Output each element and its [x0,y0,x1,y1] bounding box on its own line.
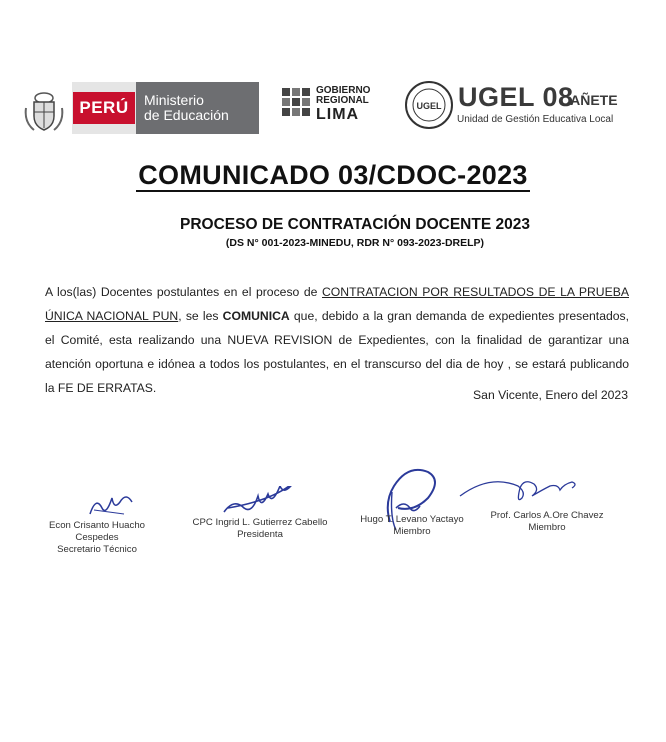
place-date: San Vicente, Enero del 2023 [473,388,628,402]
signature-block-1 [30,520,164,556]
national-coat-of-arms-icon [20,88,68,136]
grl-line2: REGIONAL [316,95,369,106]
body-bold: COMUNICA [222,309,290,323]
signature-name-4: Prof. Carlos A.Ore Chavez [490,510,604,521]
peru-label: PERÚ [73,92,134,124]
grl-line1: GOBIERNO [316,85,371,96]
body-part2: , se les [178,309,223,323]
ugel-canete: CAÑETE [560,92,618,108]
ugel-subtitle: Unidad de Gestión Educativa Local [457,114,614,125]
peru-brand [72,82,136,134]
signature-name-1: Econ Crisanto Huacho Cespedes [49,520,145,543]
signature-role-4: Miembro [528,522,566,533]
minedu-line2: de Educación [144,107,229,123]
grl-text [316,86,370,106]
signature-mark-4 [458,472,588,512]
body-part3: que, debido a la gran demanda de expedientes presentados, el Comité, esta realizando una NUEVA REVISION de Expedientes, con la finalidad de garantizar una atención oportuna e idónea a todos los postulantes, en el transcurso del dia de hoy , se estará publicando la FE DE ERRATAS. [45,309,630,395]
ugel-seal-icon [404,80,454,130]
grl-emblem-icon [280,84,314,124]
signature-mark-1 [86,490,136,522]
signature-block-4 [484,510,610,534]
svg-text:UGEL: UGEL [416,101,442,111]
body-underlined: CONTRATACION POR RESULTADOS DE LA PRUEBA ÚNICA NACIONAL PUN [45,285,629,323]
minedu-line1: Ministerio [144,92,204,108]
signature-block-2 [190,517,330,541]
ugel-title: UGEL 08 [458,82,574,112]
signature-block-3 [352,514,472,538]
signature-name-3: Hugo T. Levano Yactayo [360,514,464,525]
body-paragraph [45,280,629,400]
signature-role-3: Miembro [393,526,431,537]
minedu-logo [72,82,259,134]
signature-role-1: Secretario Técnico [57,544,137,555]
document-title-text: COMUNICADO 03/CDOC-2023 [138,160,528,190]
signature-name-2: CPC Ingrid L. Gutierrez Cabello [192,517,328,528]
document-subtitle: PROCESO DE CONTRATACIÓN DOCENTE 2023 [180,216,530,233]
signature-role-2: Presidenta [237,529,283,540]
minedu-name [136,82,259,134]
grl-lima: LIMA [316,106,360,123]
document-reference: (DS N° 001-2023-MINEDU, RDR N° 093-2023-DRELP) [225,237,485,249]
document-title [0,160,666,191]
body-part1: A los(las) Docentes postulantes en el proceso de [45,285,322,299]
